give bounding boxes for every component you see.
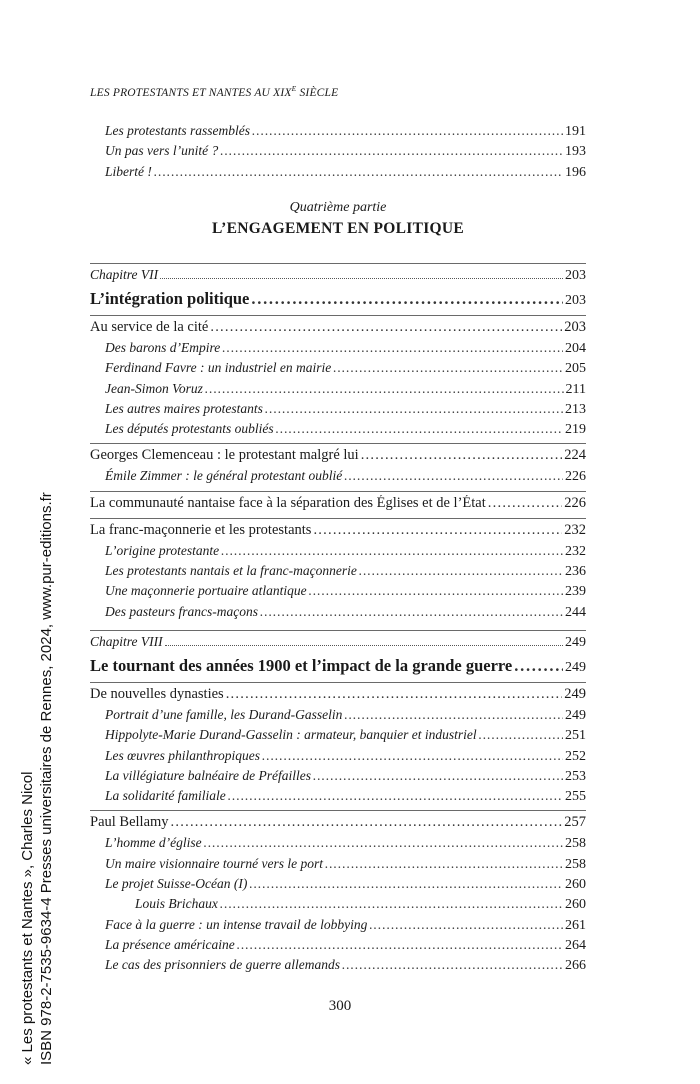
toc-subentry[interactable]: Louis Brichaux . . . 260 — [90, 896, 586, 916]
toc-entry[interactable]: Le projet Suisse-Océan (I) . . . 260 — [90, 876, 586, 896]
divider — [90, 491, 586, 492]
divider — [90, 443, 586, 444]
toc-section-entry[interactable]: La communauté nantaise face à la séparation des Églises et de l’État . . . 226 — [90, 495, 586, 516]
toc-entry[interactable]: Hippolyte-Marie Durand-Gasselin : armateur, banquier et industriel . . . 251 — [90, 727, 586, 747]
chapter-heading[interactable]: Chapitre VIII 249 — [90, 634, 586, 650]
divider — [90, 263, 586, 264]
divider — [90, 315, 586, 316]
page-number: 300 — [328, 998, 352, 1014]
side-credit-line-1: « Les protestants et Nantes », Charles Nicol — [19, 771, 36, 1065]
toc-entry[interactable]: Des barons d’Empire . . . 204 — [90, 340, 586, 360]
toc-entry[interactable]: Les protestants rassemblés . . . 191 — [90, 123, 586, 143]
toc-entry[interactable]: Ferdinand Favre : un industriel en mairie . . . 205 — [90, 360, 586, 380]
side-credit — [18, 492, 56, 1065]
toc-entry[interactable]: Des pasteurs francs-maçons . . . 244 — [90, 604, 586, 624]
toc-entry[interactable]: La solidarité familiale . . . 255 — [90, 788, 586, 808]
chapter-title[interactable]: L’intégration politique . . . 203 — [90, 289, 586, 313]
side-credit-line-2: ISBN 978-2-7535-9634-4 Presses universitaires de Rennes, 2024, www.pur-editions.fr — [38, 492, 55, 1065]
toc-entry[interactable]: Le cas des prisonniers de guerre allemands . . . 266 — [90, 957, 586, 977]
chapter-7-section — [90, 263, 586, 624]
toc-entry[interactable]: L’homme d’église . . . 258 — [90, 835, 586, 855]
part-label: Quatrième partie — [289, 200, 387, 215]
part-title: L’ENGAGEMENT EN POLITIQUE — [211, 220, 465, 237]
toc-section-entry[interactable]: Au service de la cité . . . 203 — [90, 319, 586, 340]
toc-entry[interactable]: Un maire visionnaire tourné vers le port . . . 258 — [90, 856, 586, 876]
toc-entry[interactable]: Jean-Simon Voruz . . . 211 — [90, 381, 586, 401]
toc-section-entry[interactable]: La franc-maçonnerie et les protestants . . . 232 — [90, 522, 586, 543]
toc-entry[interactable]: Émile Zimmer : le général protestant oublié . . . 226 — [90, 468, 586, 488]
toc-entry[interactable]: Les protestants nantais et la franc-maçonnerie . . . 236 — [90, 563, 586, 583]
divider — [90, 630, 586, 631]
toc-entry[interactable]: Les œuvres philanthropiques . . . 252 — [90, 748, 586, 768]
toc-entry[interactable]: Portrait d’une famille, les Durand-Gasselin . . . 249 — [90, 707, 586, 727]
toc-section-entry[interactable]: De nouvelles dynasties . . . 249 — [90, 686, 586, 707]
chapter-8-section — [90, 630, 586, 978]
toc-entry[interactable]: La villégiature balnéaire de Préfailles . . . 253 — [90, 768, 586, 788]
divider — [90, 518, 586, 519]
toc-top-section — [90, 123, 586, 184]
toc-section-entry[interactable]: Paul Bellamy . . . 257 — [90, 814, 586, 835]
divider — [90, 810, 586, 811]
chapter-title[interactable]: Le tournant des années 1900 et l’impact de la grande guerre . . . 249 — [90, 656, 586, 680]
toc-entry[interactable]: Les autres maires protestants . . . 213 — [90, 401, 586, 421]
chapter-heading[interactable]: Chapitre VII 203 — [90, 267, 586, 283]
toc-entry[interactable]: Un pas vers l’unité ? . . . 193 — [90, 143, 586, 163]
toc-entry[interactable]: Liberté ! . . . 196 — [90, 164, 586, 184]
running-head: LES PROTESTANTS ET NANTES AU $XIX^E$ SIÈCLE — [90, 84, 339, 99]
divider — [90, 682, 586, 683]
toc-entry[interactable]: Les députés protestants oubliés . . . 219 — [90, 421, 586, 441]
toc-entry[interactable]: Face à la guerre : un intense travail de lobbying . . . 261 — [90, 917, 586, 937]
toc-entry[interactable]: La présence américaine . . . 264 — [90, 937, 586, 957]
toc-entry[interactable]: Une maçonnerie portuaire atlantique . . . 239 — [90, 583, 586, 603]
toc-section-entry[interactable]: Georges Clemenceau : le protestant malgré lui . . . 224 — [90, 447, 586, 468]
toc-entry[interactable]: L’origine protestante . . . 232 — [90, 543, 586, 563]
